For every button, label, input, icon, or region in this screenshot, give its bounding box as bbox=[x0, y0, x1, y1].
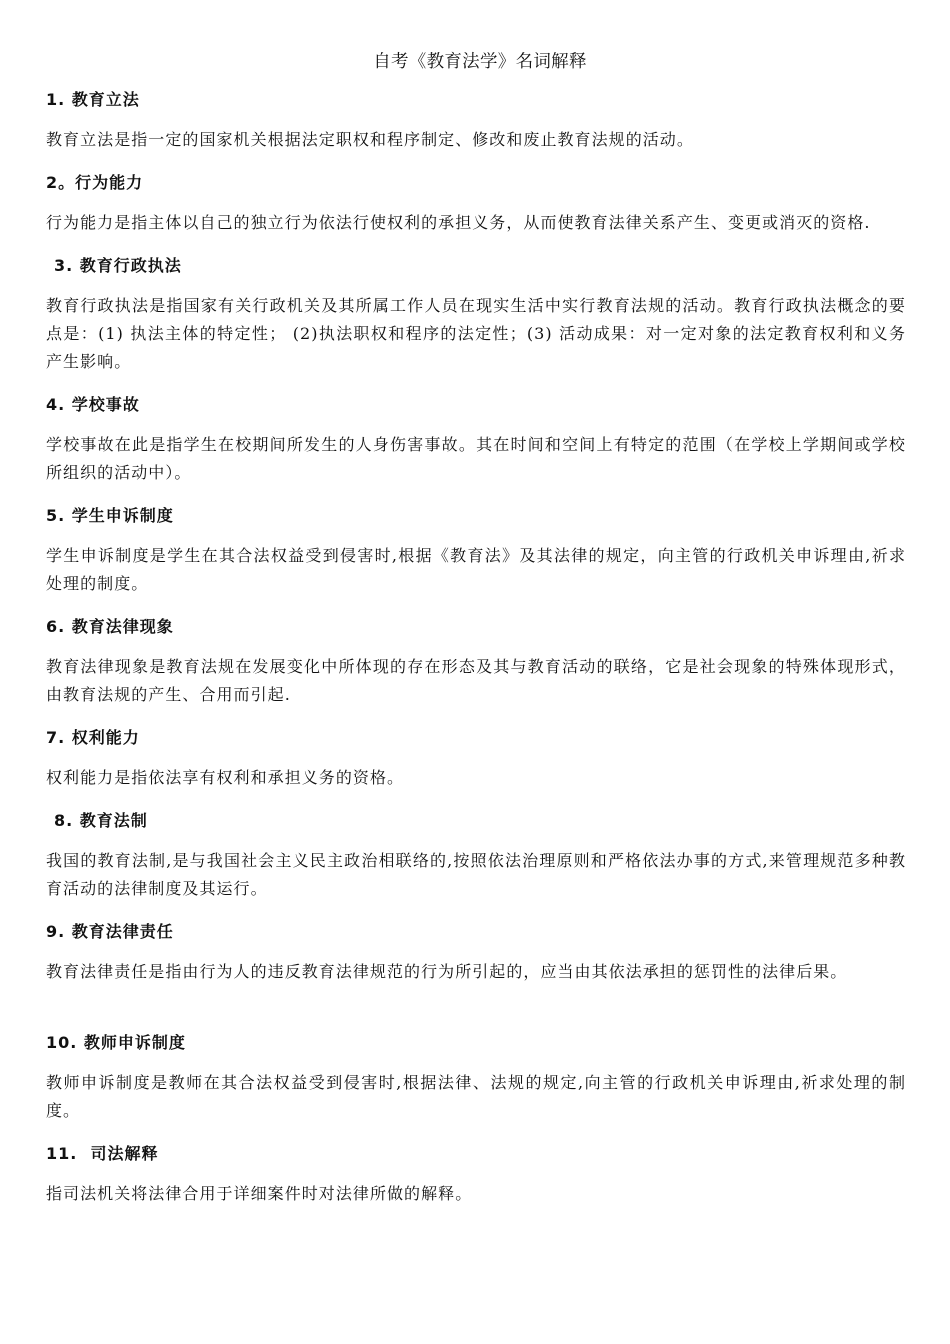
entry-heading bbox=[46, 392, 906, 415]
entry-term: 学校事故 bbox=[71, 395, 140, 414]
entry-number: 1. bbox=[46, 90, 66, 109]
entry-term: 教育行政执法 bbox=[79, 256, 182, 275]
entry-term: 权利能力 bbox=[71, 728, 140, 747]
entry-heading bbox=[46, 725, 906, 748]
entry-2 bbox=[46, 170, 906, 237]
entry-term: 教育法律责任 bbox=[71, 922, 174, 941]
entry-term: 教育立法 bbox=[71, 90, 140, 109]
entry-heading bbox=[46, 170, 906, 193]
entry-term: 教育法律现象 bbox=[71, 617, 174, 636]
entry-9 bbox=[46, 919, 906, 986]
entry-11 bbox=[46, 1141, 906, 1208]
entry-heading bbox=[46, 503, 906, 526]
entry-number: 10. bbox=[46, 1033, 78, 1052]
page-title: 自考《教育法学》名词解释 bbox=[373, 52, 587, 72]
entry-6 bbox=[46, 614, 906, 709]
entry-number: 4. bbox=[46, 395, 66, 414]
entry-heading bbox=[46, 1030, 906, 1053]
entry-number: 8. bbox=[54, 811, 74, 830]
entry-heading bbox=[46, 253, 906, 276]
entry-term: 教育法制 bbox=[79, 811, 148, 830]
entry-number: 9. bbox=[46, 922, 66, 941]
entry-definition: 学生申诉制度是学生在其合法权益受到侵害时,根据《教育法》及其法律的规定，向主管的行政机关申诉理由,祈求处理的制度。 bbox=[46, 546, 906, 593]
entry-definition: 教育法律责任是指由行为人的违反教育法律规范的行为所引起的，应当由其依法承担的惩罚性的法律后果。 bbox=[46, 962, 848, 981]
entry-definition: 教师申诉制度是教师在其合法权益受到侵害时,根据法律、法规的规定,向主管的行政机关申诉理由,祈求处理的制度。 bbox=[46, 1073, 906, 1120]
entry-definition: 权利能力是指依法享有权利和承担义务的资格。 bbox=[46, 768, 405, 787]
entry-definition: 学校事故在此是指学生在校期间所发生的人身伤害事故。其在时间和空间上有特定的范围（在学校上学期间或学校所组织的活动中）。 bbox=[46, 435, 906, 482]
entry-heading bbox=[46, 87, 906, 110]
entry-7 bbox=[46, 725, 906, 792]
entry-8 bbox=[46, 808, 906, 903]
entry-number: 7. bbox=[46, 728, 66, 747]
entry-3 bbox=[46, 253, 906, 376]
entry-heading bbox=[46, 919, 906, 942]
entry-number: 11. bbox=[46, 1144, 78, 1163]
entry-definition: 指司法机关将法律合用于详细案件时对法律所做的解释。 bbox=[46, 1184, 473, 1203]
entry-definition: 教育立法是指一定的国家机关根据法定职权和程序制定、修改和废止教育法规的活动。 bbox=[46, 130, 694, 149]
entry-10 bbox=[46, 1030, 906, 1125]
entry-4 bbox=[46, 392, 906, 487]
entry-heading bbox=[46, 1141, 906, 1164]
entry-definition: 行为能力是指主体以自己的独立行为依法行使权利的承担义务，从而使教育法律关系产生、变更或消灭的资格. bbox=[46, 213, 871, 232]
entry-term: 司法解释 bbox=[90, 1144, 159, 1163]
entry-definition: 教育行政执法是指国家有关行政机关及其所属工作人员在现实生活中实行教育法规的活动。教育行政执法概念的要点是：(1) 执法主体的特定性； (2)执法职权和程序的法定性；(3) 活动成果：对一定对象的法定教育权利和义务产生影响。 bbox=[46, 296, 906, 371]
entry-number: 5. bbox=[46, 506, 66, 525]
entry-definition: 教育法律现象是教育法规在发展变化中所体现的存在形态及其与教育活动的联络，它是社会现象的特殊体现形式，由教育法规的产生、合用而引起. bbox=[46, 657, 906, 704]
entry-5 bbox=[46, 503, 906, 598]
entry-definition: 我国的教育法制,是与我国社会主义民主政治相联络的,按照依法治理原则和严格依法办事的方式,来管理规范多种教育活动的法律制度及其运行。 bbox=[46, 851, 906, 898]
entry-term: 学生申诉制度 bbox=[71, 506, 174, 525]
entry-term: 行为能力 bbox=[75, 173, 144, 192]
entry-heading bbox=[46, 614, 906, 637]
entry-number: 3. bbox=[54, 256, 74, 275]
entry-number: 2。 bbox=[46, 173, 76, 192]
entry-term: 教师申诉制度 bbox=[83, 1033, 186, 1052]
entry-1 bbox=[46, 87, 906, 154]
entry-number: 6. bbox=[46, 617, 66, 636]
entry-heading bbox=[46, 808, 906, 831]
